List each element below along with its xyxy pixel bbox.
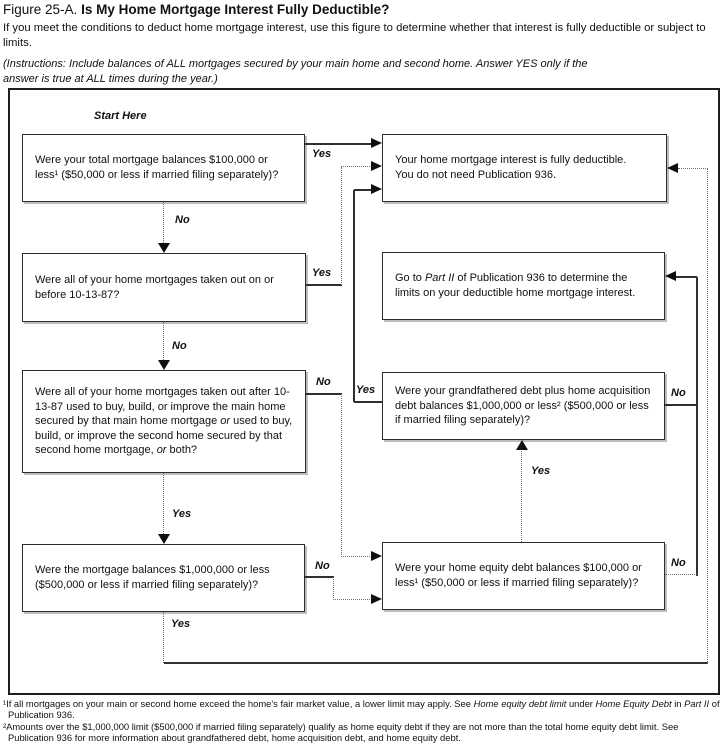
footnote-1-part4: of Publication 936. bbox=[8, 698, 720, 721]
figure-header bbox=[3, 2, 722, 86]
arrow-into-grandfathered-icon bbox=[516, 440, 528, 450]
label-million-no: No bbox=[315, 560, 330, 572]
node-go-to-part2-text bbox=[395, 271, 652, 300]
flowchart-frame bbox=[8, 88, 720, 695]
arrow-into-part2-icon bbox=[665, 271, 676, 281]
start-here-label: Start Here bbox=[94, 110, 147, 122]
node-total-mortgage-balance-text: Were your total mortgage balances $100,000 or less¹ ($50,000 or less if married filing separately)? bbox=[35, 154, 279, 181]
arrow-into-before-101387-icon bbox=[158, 243, 170, 253]
connector-grandfathered-yes-exit bbox=[354, 401, 382, 403]
connector-million-no-drop bbox=[333, 577, 334, 600]
arrow-into-home-equity-2-icon bbox=[371, 594, 382, 604]
label-after-no: No bbox=[316, 376, 331, 388]
node-total-mortgage-balance bbox=[22, 134, 305, 202]
connector-before-yes-exit bbox=[306, 284, 342, 286]
connector-million-yes-drop bbox=[163, 612, 164, 663]
footnote-2: ²Amounts over the $1,000,000 limit ($500,000 if married filing separately) qualify as home equity debt if they are not more than the total home equity debt limit. See Publication 936 for more information about grandfathered debt, home acquisition debt, and home equity debt. bbox=[3, 720, 679, 744]
after-101387-part1: Were all of your home mortgages taken out after 10-13-87 used to buy, build, or improve the main home secured by that main home mortgage bbox=[35, 385, 290, 428]
fully-deductible-line1: Your home mortgage interest is fully deductible. bbox=[395, 154, 627, 167]
footnote-1-part2: under bbox=[566, 698, 596, 709]
after-101387-or-1: or bbox=[220, 415, 231, 428]
node-taken-out-before-101387-text: Were all of your home mortgages taken out on or before 10-13-87? bbox=[35, 273, 274, 301]
arrow-into-fully-deductible-1-icon bbox=[371, 138, 382, 148]
node-taken-out-after-101387-text bbox=[35, 385, 293, 458]
after-101387-part3: both? bbox=[166, 444, 198, 457]
arrow-into-million-balance-icon bbox=[158, 534, 170, 544]
connector-before-no-line bbox=[163, 322, 164, 362]
connector-grandfathered-yes-entry bbox=[354, 189, 372, 191]
node-fully-deductible bbox=[382, 134, 667, 202]
after-101387-part2: used to buy, build, or improve the second home secured by that second home mortgage, bbox=[35, 415, 293, 457]
footnote-1-italic2: Home Equity Debt bbox=[595, 698, 672, 709]
go-part2-pre: Go to bbox=[395, 272, 425, 285]
connector-after-yes-line bbox=[163, 473, 164, 536]
label-grandfathered-no: No bbox=[671, 387, 686, 399]
connector-no-riser bbox=[696, 277, 698, 576]
node-million-balance bbox=[22, 544, 305, 612]
footnote-1-part1: ¹If all mortgages on your main or second home exceed the home's fair market value, a lower limit may apply. See bbox=[3, 698, 474, 709]
figure-subtitle: If you meet the conditions to deduct home mortgage interest, use this figure to determine whether that interest is fully deductible or subject to limits. bbox=[3, 22, 706, 49]
connector-total-yes-line bbox=[305, 143, 372, 145]
connector-million-no-exit bbox=[305, 576, 334, 578]
footnotes bbox=[3, 698, 722, 744]
label-grandfathered-yes: Yes bbox=[356, 384, 376, 396]
fully-deductible-line2: You do not need Publication 936. bbox=[395, 169, 557, 181]
connector-part2-entry bbox=[676, 276, 697, 278]
connector-home-equity-no-exit bbox=[665, 574, 697, 575]
connector-grandfathered-no-exit bbox=[665, 404, 697, 406]
footnote-1 bbox=[3, 698, 722, 721]
node-home-equity-debt bbox=[382, 542, 665, 610]
figure-title-text: Is My Home Mortgage Interest Fully Deductible? bbox=[81, 2, 390, 17]
connector-home-equity-yes-line bbox=[521, 448, 522, 542]
arrow-into-home-equity-1-icon bbox=[371, 551, 382, 561]
footnote-1-italic3: Part II bbox=[684, 698, 710, 709]
node-grandfathered-debt-text: Were your grandfathered debt plus home acquisition debt balances $1,000,000 or less² ($500,000 or less if married filing separately)? bbox=[395, 385, 651, 427]
connector-million-yes-bottom bbox=[164, 662, 708, 664]
connector-after-no-entry bbox=[341, 556, 372, 557]
label-before-yes: Yes bbox=[312, 267, 332, 279]
connector-before-yes-riser bbox=[341, 167, 342, 285]
node-fully-deductible-text bbox=[395, 153, 626, 182]
arrow-into-fully-deductible-2-icon bbox=[371, 161, 382, 171]
connector-grandfathered-yes-riser bbox=[353, 190, 355, 402]
label-after-yes: Yes bbox=[172, 508, 192, 520]
node-taken-out-after-101387 bbox=[22, 370, 306, 473]
connector-million-yes-riser bbox=[707, 169, 708, 664]
label-home-equity-yes: Yes bbox=[531, 465, 551, 477]
footnote-1-italic1: Home equity debt limit bbox=[473, 698, 567, 709]
figure-instructions: (Instructions: Include balances of ALL mortgages secured by your main home and second home. Answer YES only if the answer is true at ALL times during the year.) bbox=[3, 58, 588, 85]
arrow-into-fully-deductible-right-icon bbox=[667, 163, 678, 173]
connector-million-no-entry bbox=[333, 599, 372, 600]
node-grandfathered-debt bbox=[382, 372, 665, 440]
go-part2-post: of Publication 936 to determine the limits on your deductible home mortgage interest. bbox=[395, 272, 636, 299]
connector-total-no-line bbox=[163, 202, 164, 245]
go-part2-italic: Part II bbox=[424, 272, 455, 285]
label-before-no: No bbox=[172, 340, 187, 352]
connector-after-no-exit bbox=[306, 393, 342, 395]
footnote-1-part3: in bbox=[671, 698, 685, 709]
node-home-equity-debt-text: Were your home equity debt balances $100,000 or less¹ ($50,000 or less if married filing separately)? bbox=[395, 562, 642, 589]
figure-title bbox=[3, 2, 722, 17]
connector-after-no-drop bbox=[341, 394, 342, 557]
label-total-yes: Yes bbox=[312, 148, 332, 160]
connector-million-yes-entry bbox=[678, 168, 708, 169]
label-total-no: No bbox=[175, 214, 190, 226]
arrow-into-fully-deductible-3-icon bbox=[371, 184, 382, 194]
node-taken-out-before-101387 bbox=[22, 253, 306, 322]
arrow-into-after-101387-icon bbox=[158, 360, 170, 370]
node-go-to-part2 bbox=[382, 252, 665, 320]
label-home-equity-no: No bbox=[671, 557, 686, 569]
node-million-balance-text: Were the mortgage balances $1,000,000 or less ($500,000 or less if married filing separately)? bbox=[35, 564, 270, 591]
after-101387-or-2: or bbox=[156, 444, 167, 457]
connector-before-yes-entry bbox=[341, 166, 372, 167]
label-million-yes: Yes bbox=[171, 618, 191, 630]
figure-number: Figure 25-A. bbox=[3, 2, 78, 17]
